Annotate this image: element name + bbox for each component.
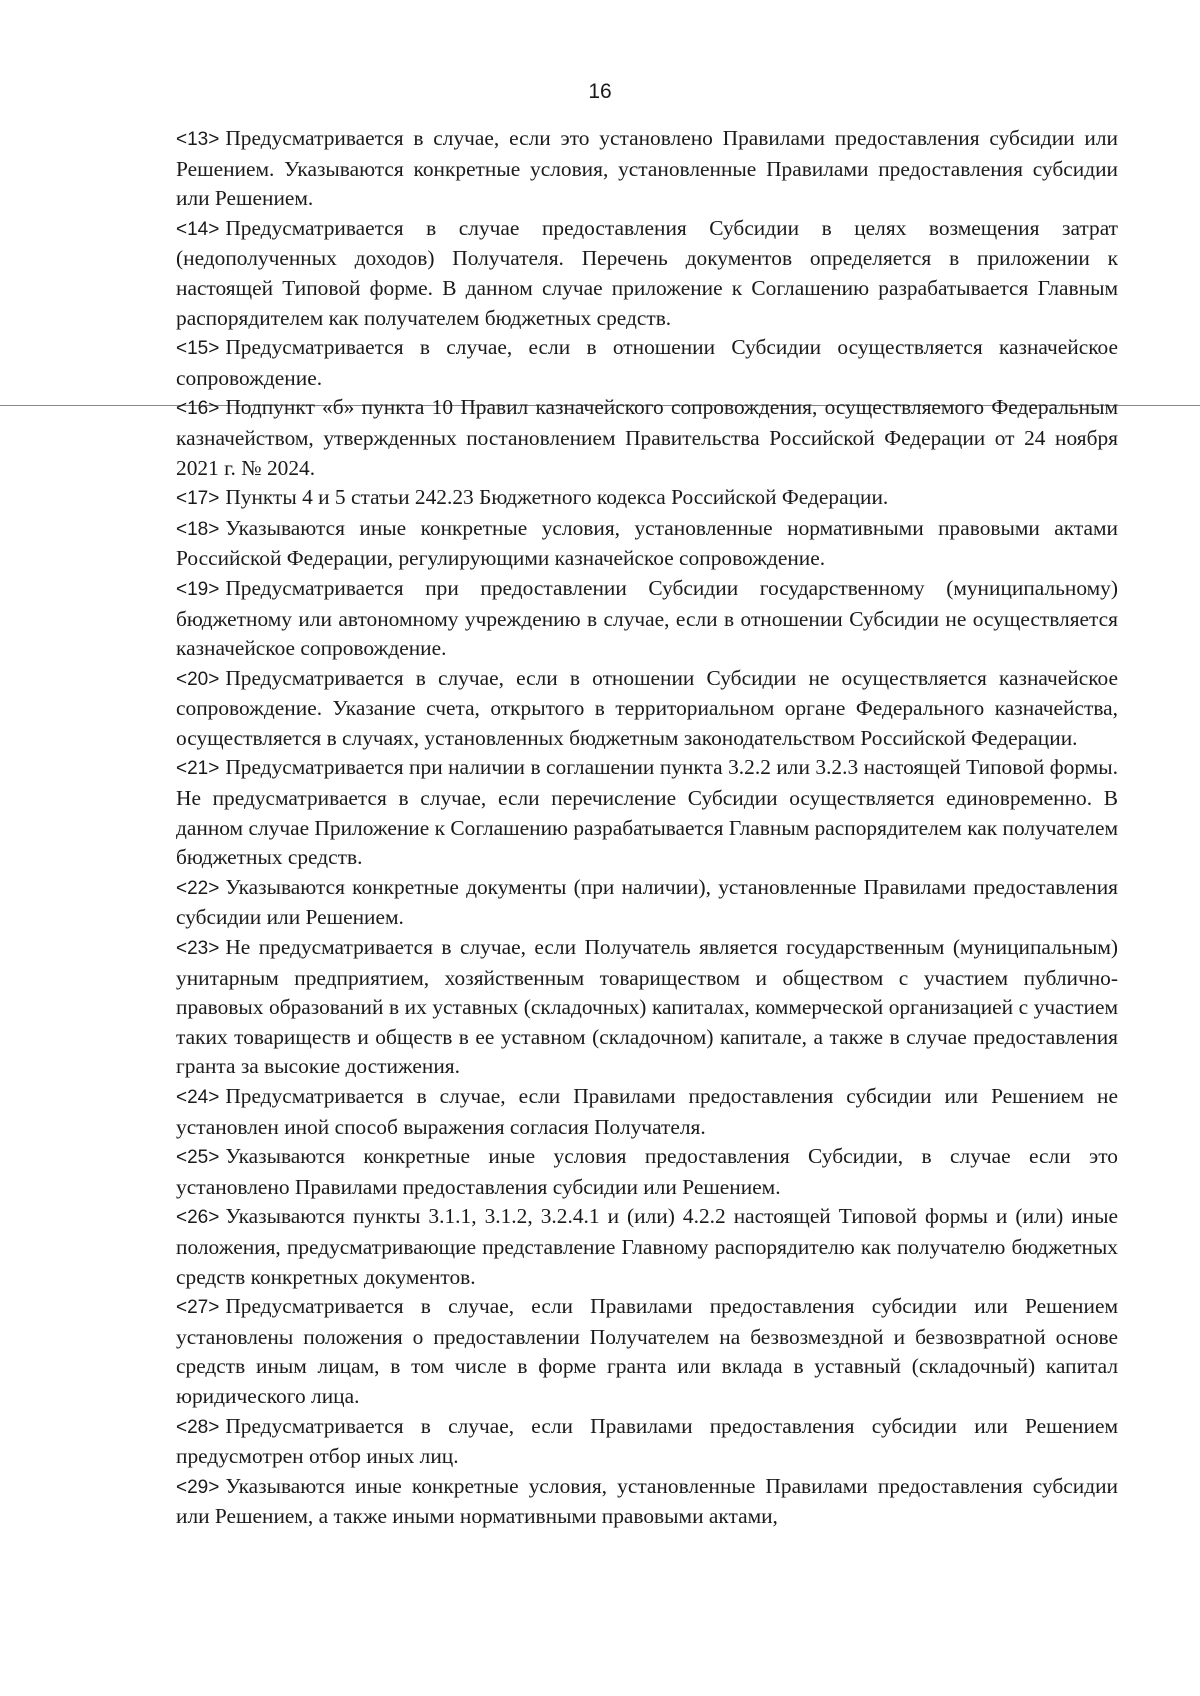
footnote-text: Предусматривается в случае, если в отношении Субсидии осуществляется казначейское сопровождение. (176, 335, 1118, 390)
footnote-number: <20> (176, 668, 220, 690)
footnote-number: <24> (176, 1087, 220, 1108)
footnote-24 (176, 1082, 1118, 1142)
footnote-number: <27> (176, 1297, 220, 1319)
footnote-number: <15> (176, 338, 220, 360)
footnote-text: Указываются конкретные иные условия предоставления Субсидии, в случае если это установлено Правилами предоставления субсидии или Решением. (176, 1144, 1118, 1199)
footnote-text: Указываются конкретные документы (при наличии), установленные Правилами предоставления субсидии или Решением. (176, 874, 1118, 930)
footnote-number: <17> (176, 488, 220, 510)
footnote-number: <29> (176, 1476, 220, 1498)
footnote-text: Пункты 4 и 5 статьи 242.23 Бюджетного кодекса Российской Федерации. (225, 485, 889, 510)
footnote-number: <19> (176, 578, 220, 600)
footnote-number: <16> (176, 398, 220, 420)
footnote-19 (176, 574, 1118, 664)
footnote-text: Не предусматривается в случае, если Получатель является государственным (муниципальным) унитарным предприятием, хозяйственным товариществом и обществом с участием публично-правовых образований в их уставных (складочных) капиталах, коммерческой организацией с участием таких товариществ и обществ в ее уставном (складочном) капитале, а также в случае предоставления гранта за высокие достижения. (176, 935, 1118, 1079)
footnote-number: <25> (176, 1147, 220, 1169)
page-number: 16 (588, 80, 612, 103)
footnote-text: Подпункт «б» пункта 10 Правил казначейского сопровождения, осуществляемого Федеральным казначейством, утвержденных постановлением Правительства Российской Федерации от 24 ноября 2021 г. № 2024. (176, 395, 1118, 480)
footnote-text: Указываются пункты 3.1.1, 3.1.2, 3.2.4.1 и (или) 4.2.2 настоящей Типовой формы и (или) иные положения, предусматривающие представление Главному распорядителю как получателю бюджетных средств конкретных документов. (176, 1204, 1118, 1289)
footnote-29 (176, 1472, 1118, 1532)
footnote-text: Предусматривается в случае, если Правилами предоставления субсидии или Решением предусмотрен отбор иных лиц. (176, 1413, 1118, 1469)
footnote-text: Предусматривается в случае, если это установлено Правилами предоставления субсидии или Решением. Указываются конкретные условия, установленные Правилами предоставления субсидии или Решением. (176, 126, 1118, 211)
footnote-25 (176, 1142, 1118, 1202)
footnote-18 (176, 514, 1118, 574)
footnote-text: Предусматривается при предоставлении Субсидии государственному (муниципальному) бюджетному или автономному учреждению в случае, если в отношении Субсидии не осуществляется казначейское сопровождение. (176, 575, 1118, 661)
footnote-number: <26> (176, 1207, 220, 1229)
footnote-17 (176, 483, 1118, 514)
footnote-text: Предусматривается в случае предоставления Субсидии в целях возмещения затрат (недополученных доходов) Получателя. Перечень документов определяется в приложении к настоящей Типовой форме. В данном случае приложение к Соглашению разрабатывается Главным распорядителем как получателем бюджетных средств. (176, 215, 1118, 330)
footnote-21 (176, 753, 1118, 872)
footnote-20 (176, 664, 1118, 754)
footnote-number: <22> (176, 877, 220, 899)
footnote-number: <13> (176, 129, 220, 150)
footnote-22 (176, 873, 1118, 933)
footnote-text: Предусматривается в случае, если Правилами предоставления субсидии или Решением не установлен иной способ выражения согласия Получателя. (176, 1084, 1118, 1139)
footnote-text: Указываются иные конкретные условия, установленные Правилами предоставления субсидии или Решением, а также иными нормативными правовыми актами, (176, 1473, 1118, 1529)
footnote-number: <18> (176, 518, 220, 540)
footnote-28 (176, 1412, 1118, 1472)
footnote-13 (176, 124, 1118, 214)
footnote-number: <14> (176, 218, 220, 240)
footnote-text: Предусматривается при наличии в соглашении пункта 3.2.2 или 3.2.3 настоящей Типовой формы. Не предусматривается в случае, если перечисление Субсидии осуществляется единовременно. В данном случае Приложение к Соглашению разрабатывается Главным распорядителем как получателем бюджетных средств. (176, 755, 1118, 870)
footnote-14 (176, 214, 1118, 333)
footnote-16 (176, 393, 1118, 483)
footnotes-list (176, 124, 1118, 1532)
footnote-26 (176, 1202, 1118, 1292)
footnote-15 (176, 333, 1118, 393)
footnote-number: <28> (176, 1416, 220, 1438)
footnote-text: Предусматривается в случае, если в отношении Субсидии не осуществляется казначейское сопровождение. Указание счета, открытого в территориальном органе Федерального казначейства, осуществляется в случаях, установленных бюджетным законодательством Российской Федерации. (176, 665, 1118, 750)
footnote-27 (176, 1292, 1118, 1411)
footnote-number: <23> (176, 938, 220, 960)
footnote-number: <21> (176, 758, 220, 780)
footnote-text: Предусматривается в случае, если Правилами предоставления субсидии или Решением установлены положения о предоставлении Получателем на безвозмездной и безвозвратной основе средств иным лицам, в том числе в форме гранта или вклада в уставный (складочный) капитал юридического лица. (176, 1294, 1118, 1408)
footnote-text: Указываются иные конкретные условия, установленные нормативными правовыми актами Российской Федерации, регулирующими казначейское сопровождение. (176, 515, 1118, 571)
footnote-23 (176, 933, 1118, 1082)
